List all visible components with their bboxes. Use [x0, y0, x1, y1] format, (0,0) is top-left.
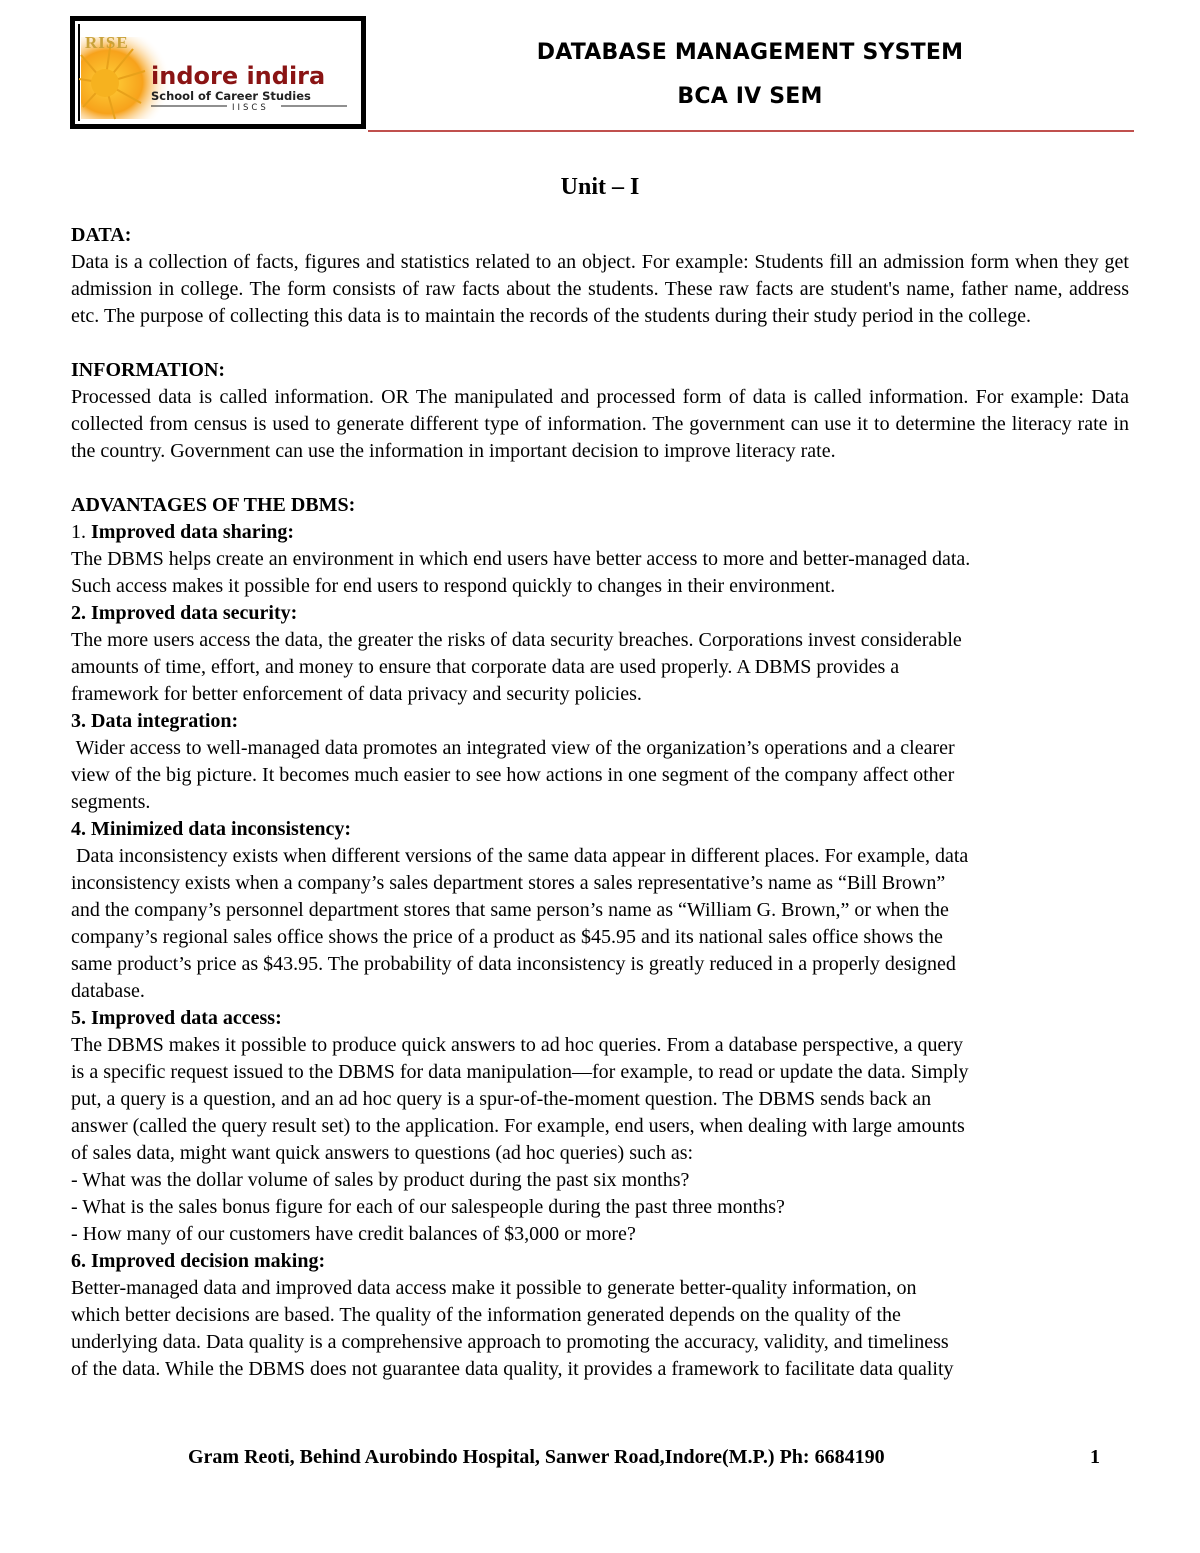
advantage-text-line: amounts of time, effort, and money to ensure that corporate data are used properly. A DBMS provides a: [71, 656, 900, 678]
spacer: [71, 330, 1129, 357]
advantage-text-line: of the data. While the DBMS does not guarantee data quality, it provides a framework to facilitate data quality: [71, 1358, 954, 1380]
advantage-text-line: which better decisions are based. The quality of the information generated depends on the quality of the: [71, 1304, 901, 1326]
advantage-number: 5.: [71, 1007, 86, 1029]
advantage-text-line: The DBMS helps create an environment in which end users have better access to more and better-managed data.: [71, 548, 971, 570]
advantage-title: Improved data sharing:: [91, 521, 294, 543]
advantage-text-line: Better-managed data and improved data access make it possible to generate better-quality information, on: [71, 1277, 917, 1299]
logo-name: indore indira: [151, 62, 326, 90]
advantage-text-line: - How many of our customers have credit balances of $3,000 or more?: [71, 1223, 636, 1245]
advantages-heading: ADVANTAGES OF THE DBMS:: [71, 494, 356, 516]
advantage-text-line: database.: [71, 980, 145, 1002]
advantage-heading: [71, 816, 1129, 843]
footer-address: Gram Reoti, Behind Aurobindo Hospital, Sanwer Road,Indore(M.P.) Ph: 6684190: [188, 1446, 885, 1468]
advantage-text-line: - What was the dollar volume of sales by product during the past six months?: [71, 1169, 690, 1191]
advantage-text-line: underlying data. Data quality is a comprehensive approach to promoting the accuracy, validity, and timeliness: [71, 1331, 949, 1353]
advantage-text-line: Data inconsistency exists when different versions of the same data appear in different places. For example, data: [71, 845, 969, 867]
advantage-text-line: framework for better enforcement of data privacy and security policies.: [71, 683, 642, 705]
header-divider: [368, 130, 1134, 132]
advantage-number: 1.: [71, 521, 86, 543]
institute-logo: [70, 16, 366, 129]
page-content: [71, 172, 1129, 1383]
advantage-title: Improved data security:: [91, 602, 298, 624]
advantage-title: Data integration:: [91, 710, 239, 732]
page-number: 1: [1090, 1446, 1100, 1468]
information-paragraph: Processed data is called information. OR The manipulated and processed form of data is called information. For example: Data collected from census is used to generate different type of information. The government can use it to determine the literacy rate in the country. Government can use the information in important decision to improve literacy rate.: [71, 386, 1129, 462]
advantage-text-line: view of the big picture. It becomes much easier to see how actions in one segment of the company affect other: [71, 764, 955, 786]
advantage-title: Minimized data inconsistency:: [91, 818, 351, 840]
advantages-list: [71, 519, 1129, 1383]
advantage-number: 2.: [71, 602, 86, 624]
information-heading: INFORMATION:: [71, 359, 226, 381]
data-heading: DATA:: [71, 224, 132, 246]
advantage-text-line: and the company’s personnel department stores that same person’s name as “William G. Brown,” or when the: [71, 899, 949, 921]
logo-rise: RISE: [85, 33, 129, 52]
advantage-text-line: segments.: [71, 791, 151, 813]
advantage-text-line: of sales data, might want quick answers to questions (ad hoc queries) such as:: [71, 1142, 694, 1164]
advantage-number: 4.: [71, 818, 86, 840]
advantage-heading: [71, 600, 1129, 627]
advantage-heading: [71, 708, 1129, 735]
unit-title: Unit – I: [560, 174, 640, 200]
logo-abbr: IISCS: [232, 103, 269, 113]
advantage-title: Improved data access:: [91, 1007, 282, 1029]
document-title: DATABASE MANAGEMENT SYSTEM: [536, 40, 964, 65]
advantage-number: 3.: [71, 710, 86, 732]
document-subtitle: BCA IV SEM: [677, 84, 823, 109]
advantage-text-line: Such access makes it possible for end users to respond quickly to changes in their environment.: [71, 575, 836, 597]
advantage-text-line: - What is the sales bonus figure for each of our salespeople during the past three months?: [71, 1196, 785, 1218]
advantage-text-line: company’s regional sales office shows the price of a product as $45.95 and its national sales office shows the: [71, 926, 943, 948]
page-footer: [188, 1444, 1108, 1471]
advantage-title: Improved decision making:: [91, 1250, 326, 1272]
advantage-heading: [71, 1248, 1129, 1275]
logo-graphic: [75, 21, 361, 124]
advantage-text-line: inconsistency exists when a company’s sales department stores a sales representative’s name as “Bill Brown”: [71, 872, 946, 894]
spacer: [71, 465, 1129, 492]
advantage-text-line: is a specific request issued to the DBMS for data manipulation—for example, to read or update the data. Simply: [71, 1061, 969, 1083]
advantage-text-line: answer (called the query result set) to the application. For example, end users, when dealing with large amounts: [71, 1115, 965, 1137]
sun-disc: [91, 69, 119, 97]
logo-school: School of Career Studies: [151, 89, 311, 103]
advantage-text-line: same product’s price as $43.95. The probability of data inconsistency is greatly reduced in a properly designed: [71, 953, 956, 975]
data-paragraph: Data is a collection of facts, figures and statistics related to an object. For example: Students fill an admission form when they get admission in college. The form consists of raw facts about the students. These raw facts are student's name, father name, address etc. The purpose of collecting this data is to maintain the records of the students during their study period in the college.: [71, 251, 1129, 327]
advantage-heading: [71, 1005, 1129, 1032]
advantage-heading: [71, 519, 1129, 546]
advantage-text-line: Wider access to well-managed data promotes an integrated view of the organization’s operations and a clearer: [71, 737, 955, 759]
advantage-text-line: put, a query is a question, and an ad hoc query is a spur-of-the-moment question. The DBMS sends back an: [71, 1088, 932, 1110]
advantage-number: 6.: [71, 1250, 86, 1272]
advantage-text-line: The more users access the data, the greater the risks of data security breaches. Corporations invest considerable: [71, 629, 962, 651]
advantage-text-line: The DBMS makes it possible to produce quick answers to ad hoc queries. From a database perspective, a query: [71, 1034, 963, 1056]
